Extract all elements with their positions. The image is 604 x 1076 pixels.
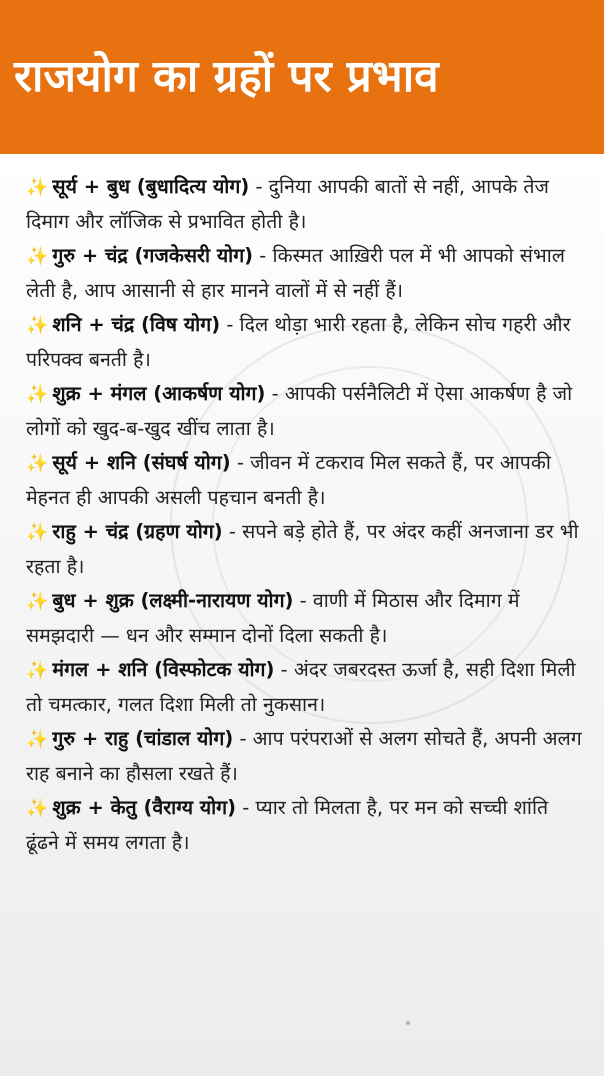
yoga-title: बुध + शुक्र (लक्ष्मी-नारायण योग) bbox=[52, 589, 294, 612]
yoga-description: - सपने बड़े होते हैं, पर अंदर कहीं अनजाना डर भी रहता है। bbox=[26, 520, 579, 578]
yoga-description: - प्यार तो मिलता है, पर मन को सच्ची शांति ढूंढने में समय लगता है। bbox=[26, 796, 549, 854]
sparkle-icon: ✨ bbox=[26, 453, 49, 474]
yoga-title: सूर्य + शनि (संघर्ष योग) bbox=[52, 451, 231, 474]
yoga-item-akarshan bbox=[26, 377, 586, 446]
page-title: राजयोग का ग्रहों पर प्रभाव bbox=[14, 50, 439, 102]
yoga-description: - जीवन में टकराव मिल सकते हैं, पर आपकी मेहनत ही आपकी असली पहचान बनती है। bbox=[26, 451, 551, 509]
yoga-description: - आपकी पर्सनैलिटी में ऐसा आकर्षण है जो लोगों को खुद-ब-खुद खींच लाता है। bbox=[26, 382, 573, 440]
yoga-item-sangharsh bbox=[26, 446, 586, 515]
yoga-item-budhaditya bbox=[26, 170, 586, 239]
yoga-description: - दिल थोड़ा भारी रहता है, लेकिन सोच गहरी और परिपक्व बनती है। bbox=[26, 313, 571, 371]
yoga-title: मंगल + शनि (विस्फोटक योग) bbox=[52, 658, 275, 681]
yoga-title: शनि + चंद्र (विष योग) bbox=[52, 313, 221, 336]
yoga-title: गुरु + चंद्र (गजकेसरी योग) bbox=[52, 244, 254, 267]
yoga-description: - आप परंपराओं से अलग सोचते हैं, अपनी अलग राह बनाने का हौसला रखते हैं। bbox=[26, 727, 582, 785]
yoga-description: - अंदर जबरदस्त ऊर्जा है, सही दिशा मिली तो चमत्कार, गलत दिशा मिली तो नुकसान। bbox=[26, 658, 576, 716]
yoga-item-lakshmi-narayan bbox=[26, 584, 586, 653]
yoga-description: - किस्मत आख़िरी पल में भी आपको संभाल लेती है, आप आसानी से हार मानने वालों में से नहीं हैं। bbox=[26, 244, 565, 302]
sparkle-icon: ✨ bbox=[26, 315, 49, 336]
yoga-title: राहु + चंद्र (ग्रहण योग) bbox=[52, 520, 223, 543]
content-area bbox=[0, 154, 604, 1076]
yoga-title: गुरु + राहु (चांडाल योग) bbox=[52, 727, 234, 750]
sparkle-icon: ✨ bbox=[26, 522, 49, 543]
yoga-description: - दुनिया आपकी बातों से नहीं, आपके तेज दिमाग और लॉजिक से प्रभावित होती है। bbox=[26, 175, 550, 233]
yoga-item-visphotak bbox=[26, 653, 586, 722]
sparkle-icon: ✨ bbox=[26, 177, 49, 198]
yoga-description: - वाणी में मिठास और दिमाग में समझदारी — धन और सम्मान दोनों दिला सकती है। bbox=[26, 589, 520, 647]
header-banner bbox=[0, 0, 604, 154]
sparkle-icon: ✨ bbox=[26, 660, 49, 681]
yoga-item-chandal bbox=[26, 722, 586, 791]
sparkle-icon: ✨ bbox=[26, 591, 49, 612]
yoga-item-gajakesari bbox=[26, 239, 586, 308]
yoga-item-vish bbox=[26, 308, 586, 377]
yoga-title: सूर्य + बुध (बुधादित्य योग) bbox=[52, 175, 250, 198]
sparkle-icon: ✨ bbox=[26, 798, 49, 819]
page-indicator-dot bbox=[406, 1021, 410, 1025]
sparkle-icon: ✨ bbox=[26, 384, 49, 405]
sparkle-icon: ✨ bbox=[26, 729, 49, 750]
yoga-item-grahan bbox=[26, 515, 586, 584]
yoga-item-vairagya bbox=[26, 791, 586, 860]
yoga-list bbox=[26, 170, 586, 860]
yoga-title: शुक्र + मंगल (आकर्षण योग) bbox=[52, 382, 266, 405]
sparkle-icon: ✨ bbox=[26, 246, 49, 267]
yoga-title: शुक्र + केतु (वैराग्य योग) bbox=[52, 796, 237, 819]
